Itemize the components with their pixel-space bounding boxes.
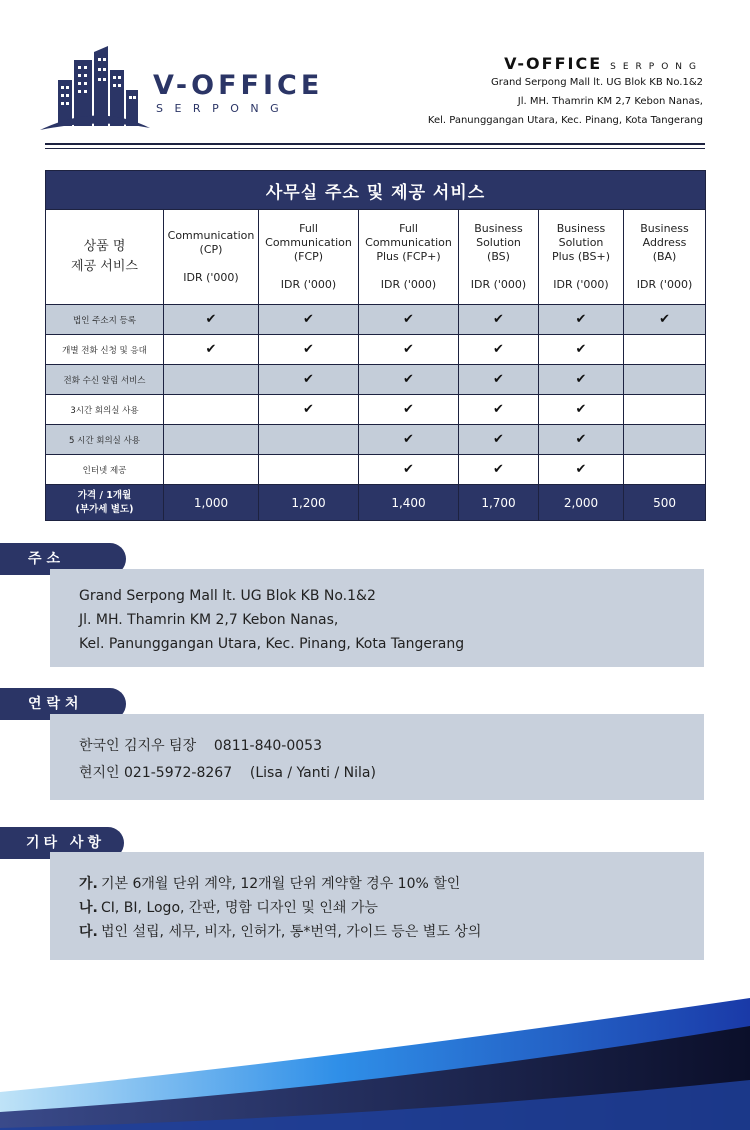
address-line: Kel. Panunggangan Utara, Kec. Pinang, Kota Tangerang — [79, 636, 465, 652]
check-icon: ✔ — [259, 335, 359, 365]
empty-cell — [164, 425, 259, 455]
table-header-col — [164, 210, 259, 305]
empty-cell — [164, 455, 259, 485]
table-header-col — [624, 210, 706, 305]
header-first-line: 상품 명 — [83, 239, 126, 254]
header-col-unit: IDR ('000) — [183, 271, 239, 284]
note-item — [79, 920, 704, 944]
empty-cell — [624, 455, 706, 485]
note-text: CI, BI, Logo, 간판, 명함 디자인 및 인쇄 가능 — [101, 900, 378, 916]
header-col-line: Plus (FCP+) — [376, 250, 441, 263]
note-mark: 가. — [79, 876, 98, 892]
price-value: 2,000 — [539, 485, 624, 521]
table-header-first — [46, 210, 164, 305]
table-header-col — [359, 210, 459, 305]
header-address — [428, 54, 703, 130]
header-title-text: V-OFFICE — [504, 54, 603, 73]
check-icon: ✔ — [539, 455, 624, 485]
header-col-line: (BA) — [652, 250, 677, 263]
table-header-row — [46, 210, 706, 305]
contact-line: 한국인 김지우 팀장 0811-840-0053 — [79, 738, 322, 754]
header-line: Kel. Panunggangan Utara, Kec. Pinang, Kota Tangerang — [427, 115, 703, 126]
row-label: 3시간 회의실 사용 — [46, 395, 164, 425]
brand-name: V-OFFICE — [153, 70, 324, 101]
header-title-sub: SERPONG — [610, 62, 703, 72]
empty-cell — [624, 425, 706, 455]
address-line: Jl. MH. Thamrin KM 2,7 Kebon Nanas, — [79, 612, 339, 628]
empty-cell — [624, 395, 706, 425]
header-col-line: Communication — [365, 236, 452, 249]
table-row — [46, 455, 706, 485]
header-col-line: Communication — [265, 236, 352, 249]
header-col-line: Solution — [476, 236, 521, 249]
check-icon: ✔ — [459, 395, 539, 425]
header-col-line: (BS) — [487, 250, 510, 263]
table-header-col — [459, 210, 539, 305]
header-col-line: (FCP) — [293, 250, 324, 263]
check-icon: ✔ — [359, 455, 459, 485]
check-icon: ✔ — [359, 395, 459, 425]
address-box — [50, 569, 704, 667]
note-item — [79, 872, 704, 896]
header-col-line: Address — [642, 236, 687, 249]
price-label-line: (부가세 별도) — [75, 503, 134, 515]
empty-cell — [164, 395, 259, 425]
check-icon: ✔ — [539, 395, 624, 425]
header-divider-thin — [45, 148, 705, 149]
header-col-line: Full — [299, 222, 318, 235]
price-value: 500 — [624, 485, 706, 521]
empty-cell — [624, 335, 706, 365]
note-text: 기본 6개월 단위 계약, 12개월 단위 계약할 경우 10% 할인 — [101, 876, 461, 892]
check-icon: ✔ — [359, 305, 459, 335]
check-icon: ✔ — [259, 305, 359, 335]
check-icon: ✔ — [459, 425, 539, 455]
check-icon: ✔ — [459, 305, 539, 335]
header-col-line: Full — [399, 222, 418, 235]
header-col-unit: IDR ('000) — [380, 278, 437, 291]
address-tab: 주소 — [0, 543, 126, 575]
check-icon: ✔ — [359, 365, 459, 395]
header-col-unit: IDR ('000) — [470, 278, 527, 291]
check-icon: ✔ — [539, 425, 624, 455]
check-icon: ✔ — [259, 365, 359, 395]
row-label: 전화 수신 알림 서비스 — [46, 365, 164, 395]
notes-tab: 기타 사항 — [0, 827, 124, 859]
check-icon: ✔ — [539, 305, 624, 335]
check-icon: ✔ — [539, 335, 624, 365]
table-header-col — [259, 210, 359, 305]
empty-cell — [259, 455, 359, 485]
check-icon: ✔ — [539, 365, 624, 395]
contact-box — [50, 714, 704, 800]
row-label: 법인 주소지 등록 — [46, 305, 164, 335]
header-col-unit: IDR ('000) — [553, 278, 609, 291]
price-label-line: 가격 / 1개월 — [77, 489, 132, 501]
table-title: 사무실 주소 및 제공 서비스 — [46, 171, 706, 210]
header-col-line: Business — [640, 222, 689, 235]
table-row — [46, 365, 706, 395]
empty-cell — [164, 365, 259, 395]
table-header-col — [539, 210, 624, 305]
table-row — [46, 335, 706, 365]
note-item — [79, 896, 704, 920]
check-icon: ✔ — [164, 335, 259, 365]
check-icon: ✔ — [624, 305, 706, 335]
table-row — [46, 305, 706, 335]
note-mark: 다. — [79, 924, 98, 940]
contact-line: 현지인 021-5972-8267 (Lisa / Yanti / Nila) — [79, 765, 376, 781]
building-icon — [38, 42, 153, 132]
contact-tab: 연락처 — [0, 688, 126, 720]
header-col-line: Solution — [558, 236, 604, 249]
row-label: 인터넷 제공 — [46, 455, 164, 485]
price-label — [46, 485, 164, 521]
header-col-unit: IDR ('000) — [280, 278, 337, 291]
empty-cell — [624, 365, 706, 395]
header-col-line: (CP) — [199, 243, 223, 256]
brand-sub: SERPONG — [156, 102, 291, 115]
header-col-line: Business — [474, 222, 523, 235]
price-value: 1,000 — [164, 485, 259, 521]
header-title — [428, 54, 703, 73]
brand-logo — [38, 42, 328, 142]
header-col-unit: IDR ('000) — [636, 278, 693, 291]
row-label: 5 시간 회의실 사용 — [46, 425, 164, 455]
header-line: Jl. MH. Thamrin KM 2,7 Kebon Nanas, — [517, 96, 703, 107]
header-col-line: Plus (BS+) — [551, 250, 611, 263]
note-text: 법인 설립, 세무, 비자, 인허가, 통*번역, 가이드 등은 별도 상의 — [101, 924, 482, 940]
header-first-line: 제공 서비스 — [71, 259, 138, 274]
check-icon: ✔ — [459, 455, 539, 485]
price-value: 1,200 — [259, 485, 359, 521]
header-line: Grand Serpong Mall lt. UG Blok KB No.1&2 — [490, 77, 703, 88]
table-row — [46, 395, 706, 425]
check-icon: ✔ — [359, 335, 459, 365]
footer-wave — [0, 980, 750, 1130]
notes-box — [50, 852, 704, 960]
note-mark: 나. — [79, 900, 98, 916]
header-col-line: Business — [556, 222, 606, 235]
header-col-line: Communication — [167, 229, 255, 242]
table-row — [46, 425, 706, 455]
empty-cell — [259, 425, 359, 455]
check-icon: ✔ — [459, 365, 539, 395]
price-value: 1,400 — [359, 485, 459, 521]
address-line: Grand Serpong Mall lt. UG Blok KB No.1&2 — [79, 588, 376, 604]
check-icon: ✔ — [164, 305, 259, 335]
price-row — [46, 485, 706, 521]
check-icon: ✔ — [359, 425, 459, 455]
row-label: 개별 전화 신청 및 응대 — [46, 335, 164, 365]
check-icon: ✔ — [259, 395, 359, 425]
service-table — [45, 170, 706, 521]
price-value: 1,700 — [459, 485, 539, 521]
check-icon: ✔ — [459, 335, 539, 365]
table-body — [46, 305, 706, 485]
header-divider — [45, 143, 705, 145]
